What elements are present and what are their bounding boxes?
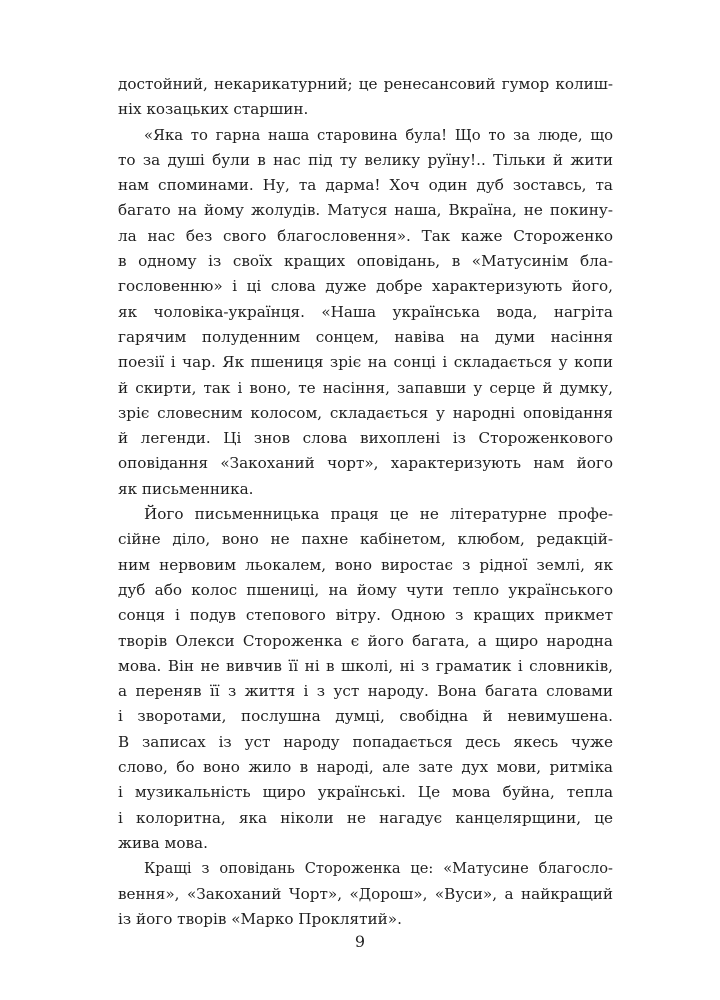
text-line: гословенню» і ці слова дуже добре характеризують його, bbox=[118, 277, 613, 296]
text-line: із його творів «Марко Проклятий». bbox=[118, 909, 402, 928]
text-line: і музикальність щиро українські. Це мова буйна, тепла bbox=[118, 783, 613, 802]
text-line: багато на йому жолудів. Матуся наша, Вкраїна, не покину- bbox=[118, 201, 613, 220]
paragraph bbox=[118, 502, 613, 856]
text-line: мова. Він не вивчив її ні в школі, ні з граматик і словників, bbox=[118, 656, 613, 675]
text-line: і зворотами, послушна думці, свобідна й невимушена. bbox=[118, 707, 613, 726]
text-line: В записах із уст народу попадається десь якесь чуже bbox=[118, 732, 613, 751]
text-line: сонця і подув степового вітру. Одною з кращих прикмет bbox=[118, 606, 613, 625]
text-line: ним нервовим льокалем, воно виростає з рідної землі, як bbox=[118, 555, 613, 574]
text-line: в одному із своїх кращих оповідань, в «Матусинім бла- bbox=[118, 252, 613, 271]
text-line: поезії і чар. Як пшениця зріє на сонці і складається у копи bbox=[118, 353, 613, 372]
text-line: дуб або колос пшениці, на йому чути тепло українського bbox=[118, 580, 613, 599]
text-line: Кращі з оповідань Стороженка це: «Матусине благосло- bbox=[144, 860, 613, 878]
text-line: «Яка то гарна наша старовина була! Що то за люде, що bbox=[144, 126, 613, 144]
text-line: оповідання «Закоханий чорт», характеризують нам його bbox=[118, 454, 613, 473]
text-line: вення», «Закоханий Чорт», «Дорош», «Вуси», а найкращий bbox=[118, 884, 613, 903]
text-line: Його письменницька праця це не літературне профе- bbox=[144, 505, 613, 524]
text-line: ла нас без свого благословення». Так каже Стороженко bbox=[118, 226, 613, 245]
text-line: то за душі були в нас під ту велику руїну!.. Тільки й жити bbox=[118, 150, 613, 169]
text-line: нам споминами. Ну, та дарма! Хоч один дуб зоставсь, та bbox=[118, 176, 613, 195]
text-line: як чоловіка-українця. «Наша українська вода, нагріта bbox=[118, 302, 613, 321]
text-line: і колоритна, яка ніколи не нагадує канцелярщини, це bbox=[118, 808, 613, 827]
text-line: слово, бо воно жило в народі, але зате дух мови, ритміка bbox=[118, 758, 613, 777]
text-line: жива мова. bbox=[118, 833, 208, 852]
text-line: а переняв її з життя і з уст народу. Вона багата словами bbox=[118, 682, 613, 701]
paragraph bbox=[118, 856, 613, 932]
paragraph bbox=[118, 123, 613, 502]
paragraph bbox=[118, 72, 613, 123]
body-text bbox=[118, 72, 613, 932]
text-line: сійне діло, воно не пахне кабінетом, клюбом, редакцій- bbox=[118, 530, 613, 549]
text-line: творів Олекси Стороженка є його багата, а щиро народна bbox=[118, 631, 613, 650]
text-line: й легенди. Ці знов слова вихоплені із Стороженкового bbox=[118, 429, 613, 448]
text-line: зріє словесним колосом, складається у народні оповідання bbox=[118, 403, 613, 422]
text-line: й скирти, так і воно, те насіння, запавши у серце й думку, bbox=[118, 378, 613, 397]
page-number: 9 bbox=[354, 932, 366, 951]
text-line: ніх козацьких старшин. bbox=[118, 100, 309, 119]
text-line: достойний, некарикатурний; це ренесансовий гумор колиш- bbox=[118, 75, 613, 93]
text-line: гарячим полуденним сонцем, навіва на думи насіння bbox=[118, 327, 613, 346]
text-line: як письменника. bbox=[118, 479, 254, 498]
